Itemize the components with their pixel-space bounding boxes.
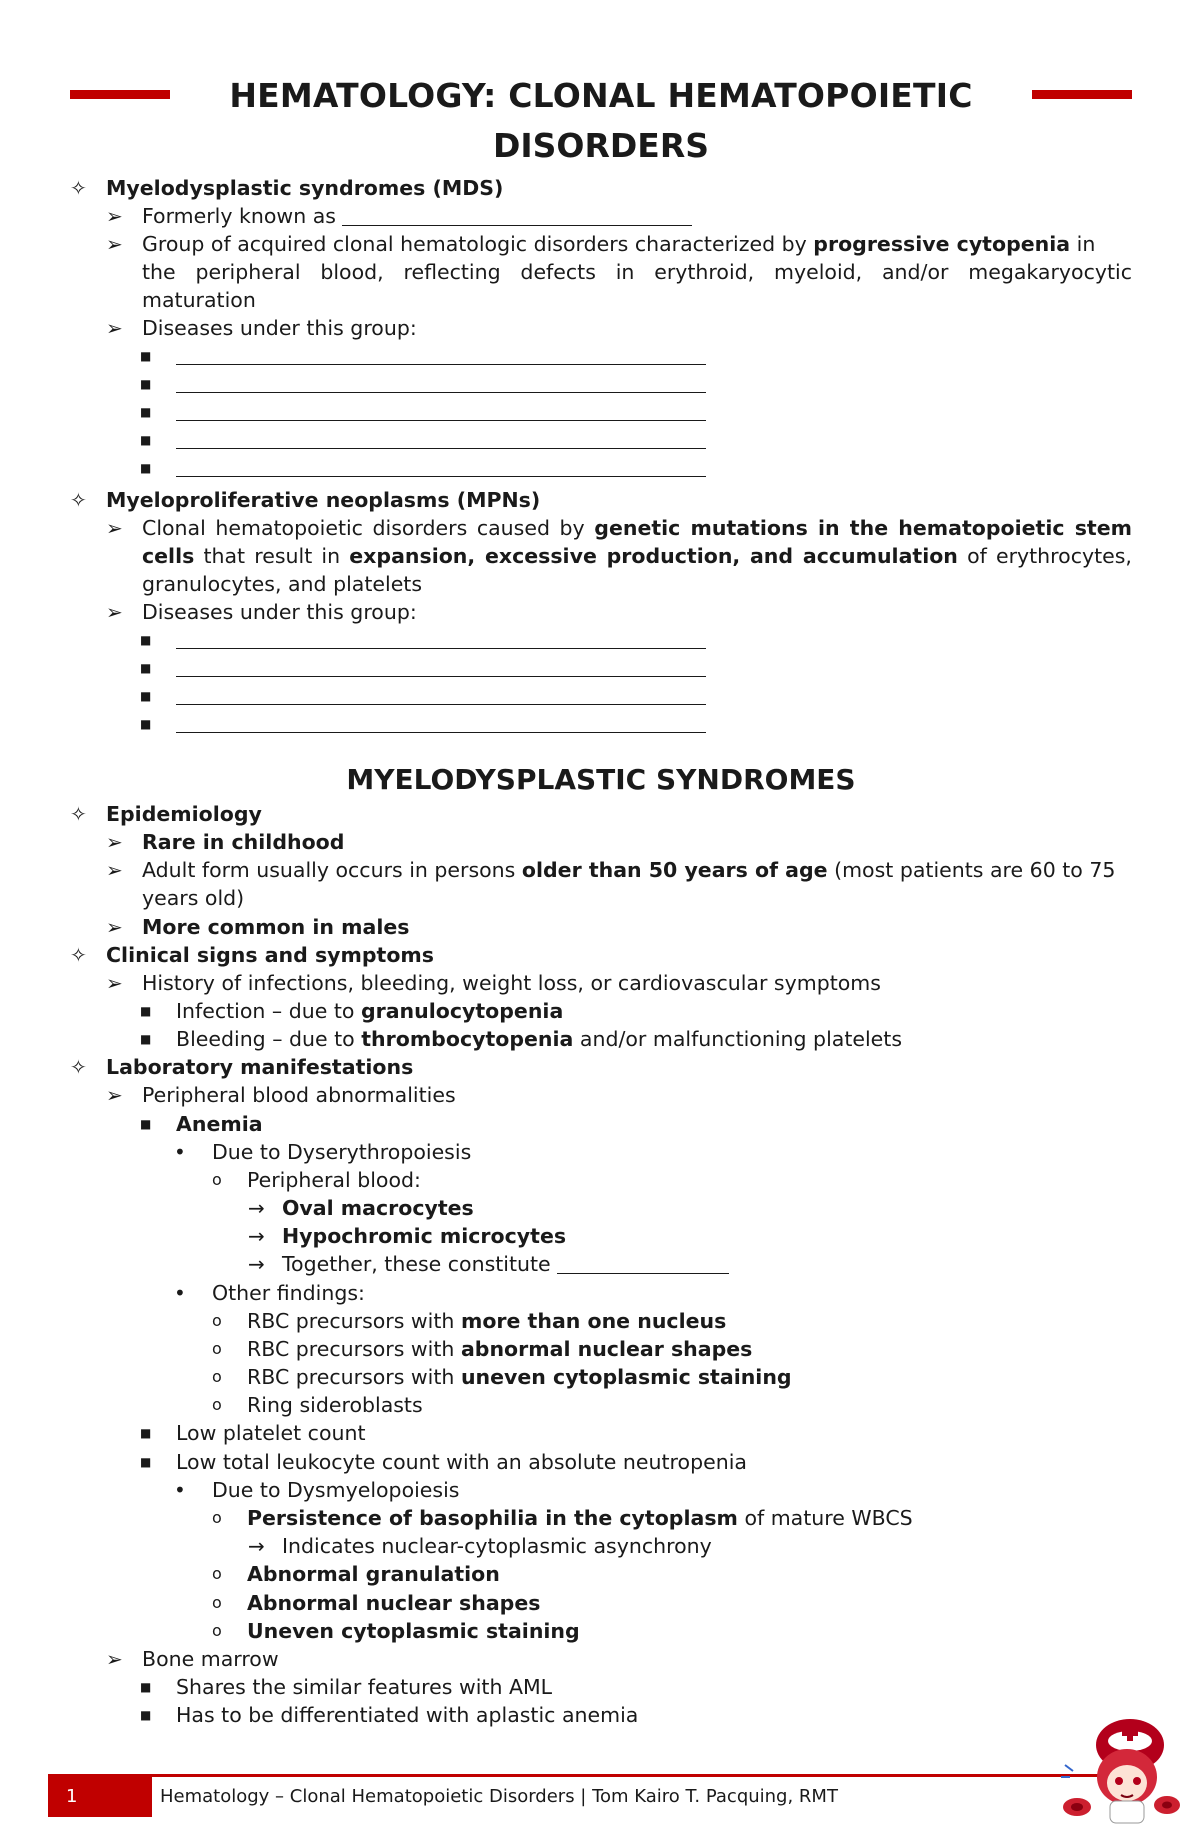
formerly-label: Formerly known as — [142, 204, 336, 228]
together-line — [282, 1250, 729, 1278]
square-bullet-icon: ■ — [140, 377, 152, 391]
abnormal-granulation: Abnormal granulation — [247, 1562, 500, 1586]
low-leukocyte-count: Low total leukocyte count with an absolute neutropenia — [176, 1450, 747, 1474]
mpn-heading: Myeloproliferative neoplasms (MPNs) — [106, 488, 541, 512]
square-bullet-icon: ■ — [140, 633, 152, 647]
text: RBC precursors with — [247, 1365, 455, 1389]
circle-bullet-icon: o — [212, 1395, 222, 1414]
square-bullet-icon: ■ — [140, 461, 152, 475]
section-title: MYELODYSPLASTIC SYNDROMES — [346, 763, 856, 796]
circle-bullet-icon: o — [212, 1564, 222, 1583]
arrowhead-bullet-icon: ➢ — [106, 316, 123, 340]
title-row — [70, 76, 1132, 116]
square-bullet-icon: ■ — [140, 405, 152, 419]
mpn-definition-line3: granulocytes, and platelets — [142, 572, 423, 596]
square-bullet-icon: ■ — [140, 1032, 152, 1046]
square-bullet-icon: ■ — [140, 349, 152, 363]
basophilia-line — [247, 1504, 913, 1532]
text: of erythrocytes, — [967, 544, 1132, 568]
arrowhead-bullet-icon: ➢ — [106, 1647, 123, 1671]
bold-text: older than 50 years of age — [521, 858, 828, 882]
mds-definition-line2: the peripheral blood, reflecting defects in erythroid, myeloid, and/or megakaryocytic — [142, 260, 1132, 284]
page-number: 1 — [48, 1777, 152, 1817]
diamond-bullet-icon: ✧ — [70, 802, 87, 826]
circle-bullet-icon: o — [212, 1311, 222, 1330]
diamond-bullet-icon: ✧ — [70, 488, 87, 512]
diamond-bullet-icon: ✧ — [70, 176, 87, 200]
dot-bullet-icon: • — [174, 1140, 186, 1164]
arrowhead-bullet-icon: ➢ — [106, 858, 123, 882]
square-bullet-icon: ■ — [140, 689, 152, 703]
mpn-definition-line1 — [142, 514, 1132, 542]
clinical-heading: Clinical signs and symptoms — [106, 943, 434, 967]
rbc-abnormal-nuclear-shapes — [247, 1335, 752, 1363]
text: Adult form usually occurs in persons — [142, 858, 516, 882]
text: in — [1076, 232, 1096, 256]
circle-bullet-icon: o — [212, 1170, 222, 1189]
bold-text: uneven cytoplasmic staining — [460, 1365, 792, 1389]
square-bullet-icon: ■ — [140, 661, 152, 675]
answer-blank[interactable] — [557, 1253, 729, 1274]
text: that result in — [203, 544, 341, 568]
epidemiology-heading: Epidemiology — [106, 802, 262, 826]
mascot-illustration — [1055, 1705, 1185, 1830]
answer-blank[interactable] — [176, 676, 706, 677]
square-bullet-icon: ■ — [140, 1004, 152, 1018]
peripheral-blood-label: Peripheral blood: — [247, 1168, 421, 1192]
dyserythropoiesis-line: Due to Dyserythropoiesis — [212, 1140, 472, 1164]
page-title: HEMATOLOGY: CLONAL HEMATOPOIETIC — [229, 76, 973, 115]
infection-line — [176, 997, 563, 1025]
right-arrow-icon: → — [248, 1252, 265, 1276]
oval-macrocytes: Oval macrocytes — [282, 1196, 474, 1220]
more-common-males: More common in males — [142, 915, 410, 939]
other-findings-label: Other findings: — [212, 1281, 365, 1305]
arrowhead-bullet-icon: ➢ — [106, 1083, 123, 1107]
differentiated-aplastic: Has to be differentiated with aplastic anemia — [176, 1703, 639, 1727]
mpn-diseases-label: Diseases under this group: — [142, 600, 417, 624]
page-title-line2: DISORDERS — [492, 126, 709, 165]
answer-blank[interactable] — [176, 648, 706, 649]
dysmyelopoiesis-line: Due to Dysmyelopoiesis — [212, 1478, 460, 1502]
text: of mature WBCS — [744, 1506, 913, 1530]
text: Infection – due to — [176, 999, 355, 1023]
circle-bullet-icon: o — [212, 1593, 222, 1612]
arrowhead-bullet-icon: ➢ — [106, 600, 123, 624]
square-bullet-icon: ■ — [140, 1708, 152, 1722]
text: RBC precursors with — [247, 1309, 455, 1333]
answer-blank[interactable] — [176, 704, 706, 705]
square-bullet-icon: ■ — [140, 433, 152, 447]
text: Group of acquired clonal hematologic disorders characterized by — [142, 232, 807, 256]
rbc-uneven-staining — [247, 1363, 792, 1391]
rbc-more-than-one-nucleus — [247, 1307, 726, 1335]
circle-bullet-icon: o — [212, 1339, 222, 1358]
right-arrow-icon: → — [248, 1196, 265, 1220]
mds-definition-line1 — [142, 230, 1095, 258]
mpn-definition-line2 — [142, 542, 1132, 570]
answer-blank[interactable] — [342, 205, 692, 226]
text: and/or malfunctioning platelets — [579, 1027, 903, 1051]
right-arrow-icon: → — [248, 1224, 265, 1248]
bold-text: more than one nucleus — [460, 1309, 727, 1333]
right-arrow-icon: → — [248, 1534, 265, 1558]
text: Clonal hematopoietic disorders caused by — [142, 516, 585, 540]
low-platelet-count: Low platelet count — [176, 1421, 366, 1445]
lab-heading: Laboratory manifestations — [106, 1055, 414, 1079]
answer-blank[interactable] — [176, 392, 706, 393]
answer-blank[interactable] — [176, 420, 706, 421]
circle-bullet-icon: o — [212, 1367, 222, 1386]
shares-features-aml: Shares the similar features with AML — [176, 1675, 553, 1699]
uneven-cytoplasmic-staining: Uneven cytoplasmic staining — [247, 1619, 580, 1643]
peripheral-blood-abnormalities: Peripheral blood abnormalities — [142, 1083, 456, 1107]
bold-text: genetic mutations in the hematopoietic stem — [594, 516, 1132, 540]
square-bullet-icon: ■ — [140, 1455, 152, 1469]
answer-blank[interactable] — [176, 732, 706, 733]
bone-marrow-label: Bone marrow — [142, 1647, 279, 1671]
rare-in-childhood: Rare in childhood — [142, 830, 345, 854]
dot-bullet-icon: • — [174, 1281, 186, 1305]
square-bullet-icon: ■ — [140, 1426, 152, 1440]
hypochromic-microcytes: Hypochromic microcytes — [282, 1224, 567, 1248]
bold-text: abnormal nuclear shapes — [460, 1337, 753, 1361]
arrowhead-bullet-icon: ➢ — [106, 232, 123, 256]
bold-text: granulocytopenia — [360, 999, 564, 1023]
circle-bullet-icon: o — [212, 1508, 222, 1527]
square-bullet-icon: ■ — [140, 717, 152, 731]
history-line: History of infections, bleeding, weight loss, or cardiovascular symptoms — [142, 971, 881, 995]
anemia-label: Anemia — [176, 1112, 263, 1136]
mds-definition-line3: maturation — [142, 288, 256, 312]
dot-bullet-icon: • — [174, 1478, 186, 1502]
square-bullet-icon: ■ — [140, 1680, 152, 1694]
bold-text: Persistence of basophilia in the cytoplasm — [247, 1506, 738, 1530]
abnormal-nuclear-shapes: Abnormal nuclear shapes — [247, 1591, 541, 1615]
mds-diseases-label: Diseases under this group: — [142, 316, 417, 340]
bold-text: cells — [142, 544, 195, 568]
formerly-known-line — [142, 202, 692, 230]
answer-blank[interactable] — [176, 448, 706, 449]
ring-sideroblasts: Ring sideroblasts — [247, 1393, 423, 1417]
footer-text: Hematology – Clonal Hematopoietic Disorders | Tom Kairo T. Pacquing, RMT — [160, 1786, 838, 1807]
text: Bleeding – due to — [176, 1027, 355, 1051]
adult-form-line1 — [142, 856, 1115, 884]
bold-text: expansion, excessive production, and accumulation — [349, 544, 958, 568]
arrowhead-bullet-icon: ➢ — [106, 830, 123, 854]
arrowhead-bullet-icon: ➢ — [106, 915, 123, 939]
arrowhead-bullet-icon: ➢ — [106, 971, 123, 995]
diamond-bullet-icon: ✧ — [70, 943, 87, 967]
square-bullet-icon: ■ — [140, 1117, 152, 1131]
mds-heading: Myelodysplastic syndromes (MDS) — [106, 176, 504, 200]
arrowhead-bullet-icon: ➢ — [106, 204, 123, 228]
bleeding-line — [176, 1025, 902, 1053]
bold-text: progressive cytopenia — [813, 232, 1071, 256]
asynchrony-line: Indicates nuclear-cytoplasmic asynchrony — [282, 1534, 712, 1558]
text: Together, these constitute — [282, 1252, 551, 1276]
text: RBC precursors with — [247, 1337, 455, 1361]
answer-blank[interactable] — [176, 476, 706, 477]
answer-blank[interactable] — [176, 364, 706, 365]
diamond-bullet-icon: ✧ — [70, 1055, 87, 1079]
circle-bullet-icon: o — [212, 1621, 222, 1640]
adult-form-line2: years old) — [142, 886, 245, 910]
bold-text: thrombocytopenia — [361, 1027, 574, 1051]
arrowhead-bullet-icon: ➢ — [106, 516, 123, 540]
text: (most patients are 60 to 75 — [834, 858, 1116, 882]
